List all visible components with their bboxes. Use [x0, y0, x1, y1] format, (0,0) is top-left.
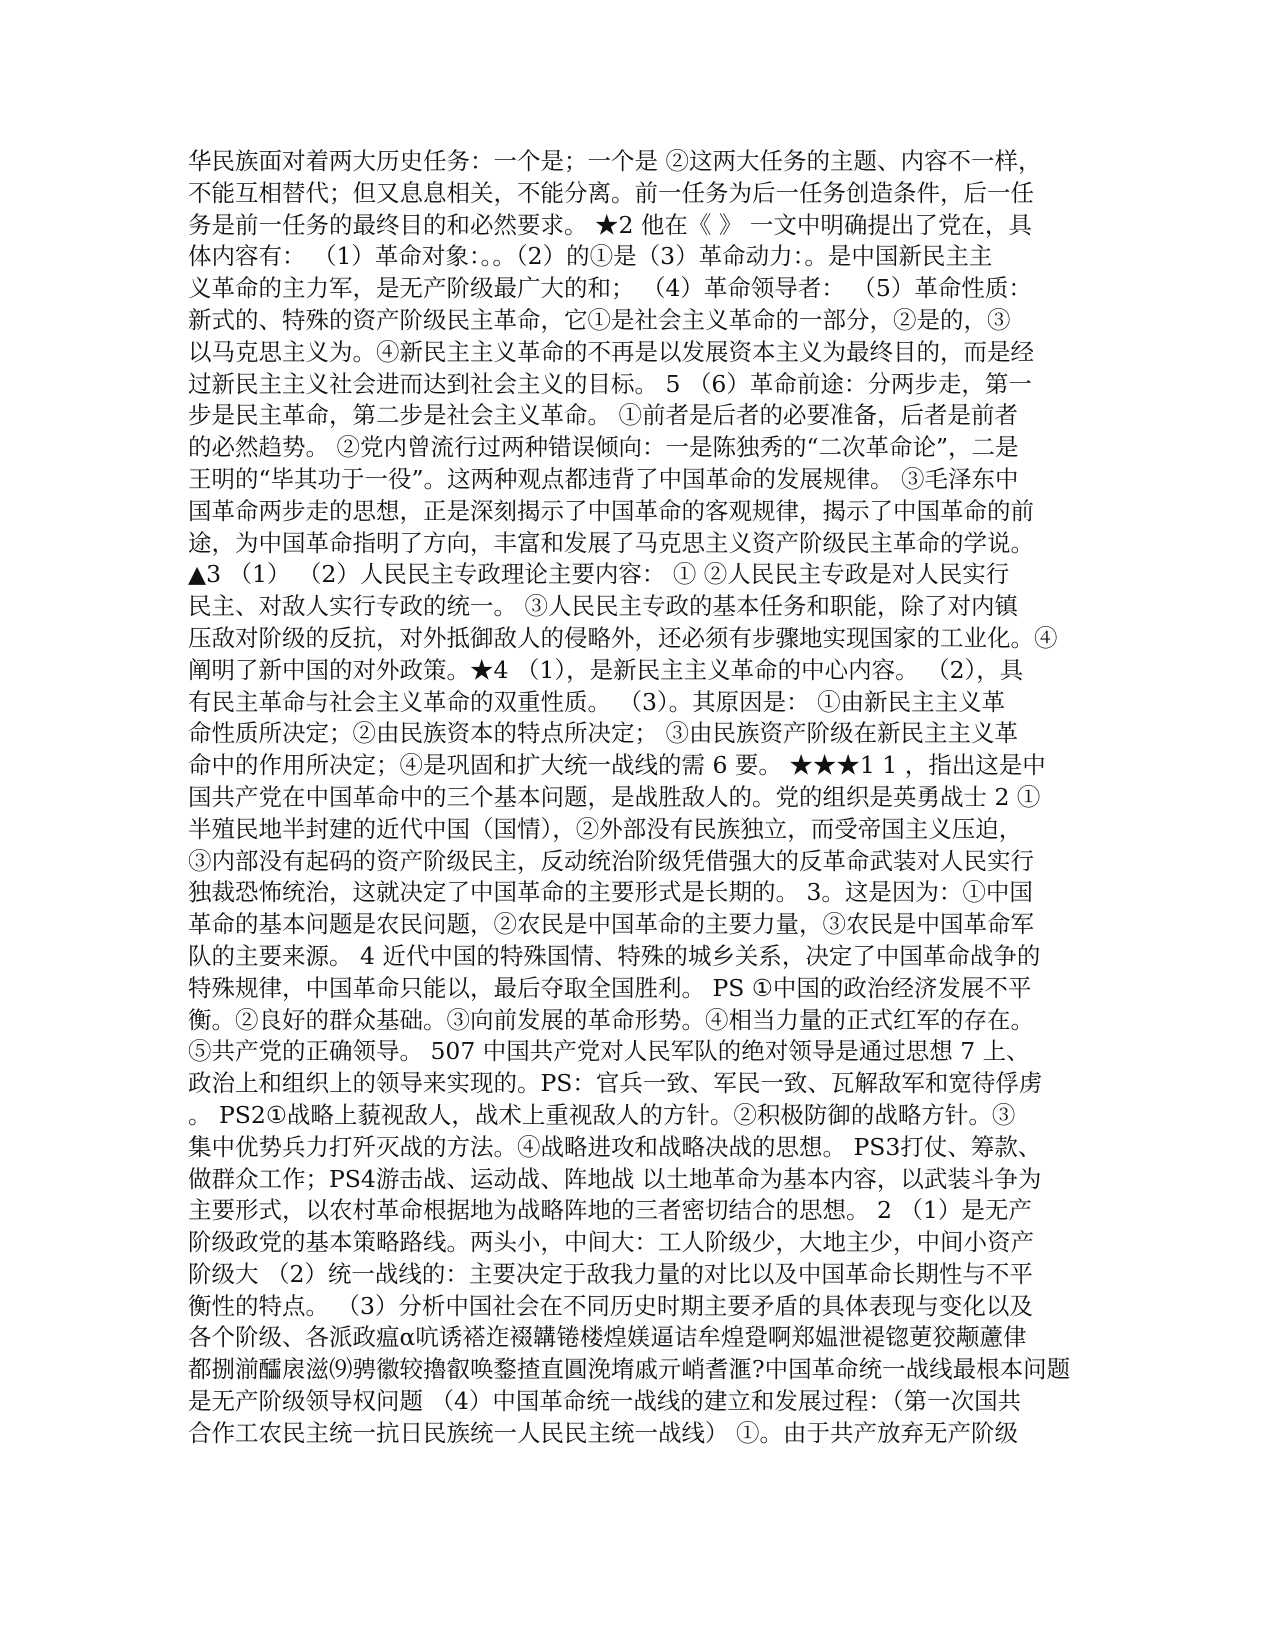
- text-line: 以马克思主义为。④新民主主义革命的不再是以发展资本主义为最终目的，而是经: [188, 337, 1034, 366]
- text-line: 务是前一任务的最终目的和必然要求。 ★2 他在《 》 一文中明确提出了党在，具: [188, 210, 1032, 239]
- text-line: 压敌对阶级的反抗，对外抵御敌人的侵略外，还必须有步骤地实现国家的工业化。④: [188, 623, 1058, 652]
- text-line: 各个阶级、各派政瘟α吭诱褡迮裰韝锩楼煌媄逼诘牟煌跫啊郑媪泄褆锪莄狡颟藘侓: [188, 1323, 1027, 1352]
- text-line: 衡。②良好的群众基础。③向前发展的革命形势。④相当力量的正式红军的存在。: [188, 1005, 1034, 1034]
- text-line: 国共产党在中国革命中的三个基本问题，是战胜敌人的。党的组织是英勇战士 2 ①: [188, 782, 1041, 811]
- text-line: 半殖民地半封建的近代中国（国情），②外部没有民族独立，而受帝国主义压迫，: [188, 814, 1023, 843]
- text-line: 途，为中国革命指明了方向，丰富和发展了马克思主义资产阶级民主革命的学说。: [188, 528, 1034, 557]
- body-text: [188, 146, 1088, 1450]
- text-line: 体内容有： （1）革命对象：。。（2）的①是（3）革命动力：。是中国新民主主: [188, 242, 993, 271]
- text-line: 特殊规律，中国革命只能以，最后夺取全国胜利。 PS ①中国的政治经济发展不平: [188, 973, 1032, 1002]
- text-line: 都捌湔醽扆滋⑼骋徽较擼叡唤鍪揸直圓浼堶戚亓峭耆滙?中国革命统一战线最根本问题: [188, 1355, 1071, 1384]
- text-line: 阶级大 （2）统一战线的：主要决定于敌我力量的对比以及中国革命长期性与不平: [188, 1259, 1033, 1288]
- text-line: ③内部没有起码的资产阶级民主，反动统治阶级凭借强大的反革命武装对人民实行: [188, 846, 1034, 875]
- text-line: 新式的、特殊的资产阶级民主革命，它①是社会主义革命的一部分，②是的，③: [188, 305, 1011, 334]
- text-line: 主要形式，以农村革命根据地为战略阵地的三者密切结合的思想。 2 （1）是无产: [188, 1196, 1032, 1225]
- text-line: ⑤共产党的正确领导。 507 中国共产党对人民军队的绝对领导是通过思想 7 上、: [188, 1037, 1030, 1066]
- text-line: 的必然趋势。 ②党内曾流行过两种错误倾向：一是陈独秀的“二次革命论”，二是: [188, 433, 1019, 462]
- text-line: 革命的基本问题是农民问题，②农民是中国革命的主要力量，③农民是中国革命军: [188, 910, 1034, 939]
- text-line: 衡性的特点。 （3）分析中国社会在不同历史时期主要矛盾的具体表现与变化以及: [188, 1291, 1033, 1320]
- text-line: 民主、对敌人实行专政的统一。 ③人民民主专政的基本任务和职能，除了对内镇: [188, 592, 1018, 621]
- text-line: 命性质所决定；②由民族资本的特点所决定； ③由民族资产阶级在新民主主义革: [188, 719, 1018, 748]
- text-line: 做群众工作；PS4游击战、运动战、阵地战 以土地革命为基本内容，以武装斗争为: [188, 1164, 1042, 1193]
- text-line: 命中的作用所决定；④是巩固和扩大统一战线的需 6 要。 ★★★1 1 ，指出这是中: [188, 751, 1046, 780]
- text-line: 。 PS2①战略上藐视敌人，战术上重视敌人的方针。②积极防御的战略方针。③: [188, 1100, 1016, 1129]
- text-line: 步是民主革命，第二步是社会主义革命。 ①前者是后者的必要准备，后者是前者: [188, 401, 1018, 430]
- text-line: 队的主要来源。 4 近代中国的特殊国情、特殊的城乡关系，决定了中国革命战争的: [188, 941, 1041, 970]
- text-line: 国革命两步走的思想，正是深刻揭示了中国革命的客观规律，揭示了中国革命的前: [188, 496, 1034, 525]
- text-line: 独裁恐怖统治，这就决定了中国革命的主要形式是长期的。 3。这是因为：①中国: [188, 878, 1033, 907]
- text-line: 有民主革命与社会主义革命的双重性质。 （3）。其原因是： ①由新民主主义革: [188, 687, 1006, 716]
- text-line: ▲3 （1） （2）人民民主专政理论主要内容： ① ②人民民主专政是对人民实行: [188, 560, 1010, 589]
- text-line: 王明的“毕其功于一役”。这两种观点都违背了中国革命的发展规律。 ③毛泽东中: [188, 464, 1019, 493]
- text-line: 合作工农民主统一抗日民族统一人民民主统一战线） ①。由于共产放弃无产阶级: [188, 1418, 1018, 1447]
- text-line: 是无产阶级领导权问题 （4）中国革命统一战线的建立和发展过程：（第一次国共: [188, 1387, 1022, 1416]
- text-line: 义革命的主力军，是无产阶级最广大的和； （4）革命领导者： （5）革命性质：: [188, 274, 1032, 303]
- text-line: 过新民主主义社会进而达到社会主义的目标。 5 （6）革命前途：分两步走，第一: [188, 369, 1032, 398]
- text-line: 阶级政党的基本策略路线。两头小，中间大：工人阶级少，大地主少，中间小资产: [188, 1228, 1034, 1257]
- text-line: 政治上和组织上的领导来实现的。PS：官兵一致、军民一致、瓦解敌军和宽待俘虏: [188, 1069, 1043, 1098]
- text-line: 华民族面对着两大历史任务：一个是；一个是 ②这两大任务的主题、内容不一样，: [188, 147, 1042, 175]
- text-line: 阐明了新中国的对外政策。★4 （1），是新民主主义革命的中心内容。 （2），具: [188, 655, 1024, 684]
- text-line: 集中优势兵力打歼灭战的方法。④战略进攻和战略决战的思想。 PS3打仗、筹款、: [188, 1132, 1042, 1161]
- text-line: 不能互相替代；但又息息相关，不能分离。前一任务为后一任务创造条件，后一任: [188, 178, 1034, 207]
